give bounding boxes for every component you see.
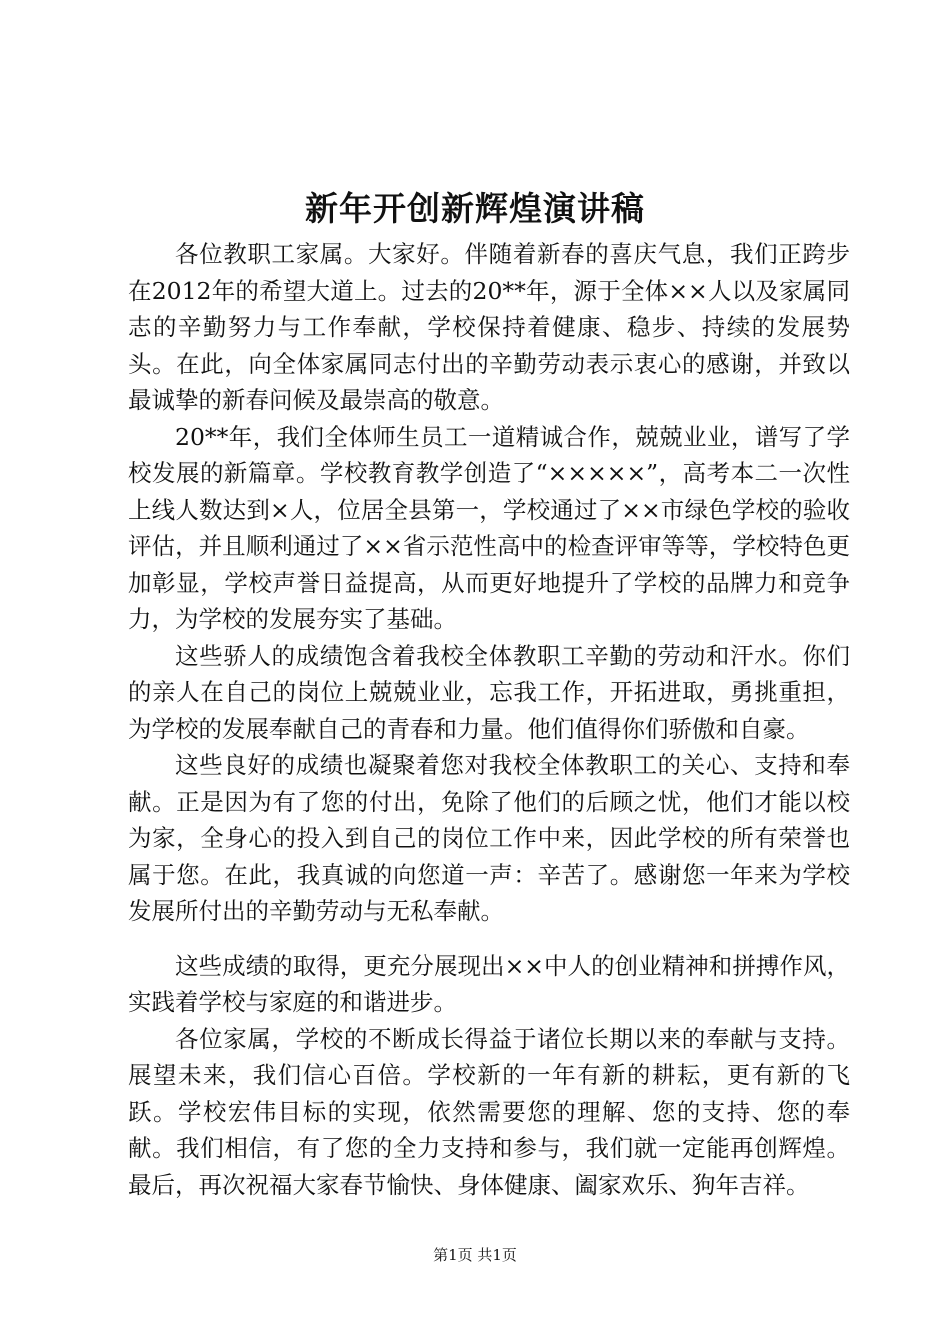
paragraph-family-support: 这些良好的成绩也凝聚着您对我校全体教职工的关心、支持和奉献。正是因为有了您的付出，免除了他们的后顾之忧，他们才能以校为家，全身心的投入到自己的岗位工作中来，因此学校的所有荣誉也属于您。在此，我真诚的向您道一声：辛苦了。感谢您一年来为学校发展所付出的辛勤劳动与无私奉献。 [128, 751, 850, 925]
paragraph-spirit: 这些成绩的取得，更充分展现出××中人的创业精神和拼搏作风，实践着学校与家庭的和谐进步。 [128, 951, 850, 1016]
paragraph-staff-effort: 这些骄人的成绩饱含着我校全体教职工辛勤的劳动和汗水。你们的亲人在自己的岗位上兢兢业业，忘我工作，开拓进取，勇挑重担，为学校的发展奉献自己的青春和力量。他们值得你们骄傲和自豪。 [128, 641, 850, 743]
page-footer: 第1页 共1页 [433, 1246, 517, 1264]
paragraph-greeting: 各位教职工家属。大家好。伴随着新春的喜庆气息，我们正跨步在2012年的希望大道上。过去的20**年，源于全体××人以及家属同志的辛勤努力与工作奉献，学校保持着健康、稳步、持续的发展势头。在此，向全体家属同志付出的辛勤劳动表示衷心的感谢，并致以最诚挚的新春问候及最崇高的敬意。 [128, 240, 850, 414]
paragraph-achievements: 20**年，我们全体师生员工一道精诚合作，兢兢业业，谱写了学校发展的新篇章。学校教育教学创造了“×××××”，高考本二一次性上线人数达到×人，位居全县第一，学校通过了××市绿色学校的验收评估，并且顺利通过了××省示范性高中的检查评审等等，学校特色更加彰显，学校声誉日益提高，从而更好地提升了学校的品牌力和竞争力，为学校的发展夯实了基础。 [128, 422, 850, 633]
document-body [128, 236, 850, 1203]
paragraph-closing: 各位家属，学校的不断成长得益于诸位长期以来的奉献与支持。展望未来，我们信心百倍。学校新的一年有新的耕耘，更有新的飞跃。学校宏伟目标的实现，依然需要您的理解、您的支持、您的奉献。我们相信，有了您的全力支持和参与，我们就一定能再创辉煌。最后，再次祝福大家春节愉快、身体健康、阖家欢乐、狗年吉祥。 [128, 1024, 850, 1199]
document-title: 新年开创新辉煌演讲稿 [305, 189, 645, 228]
